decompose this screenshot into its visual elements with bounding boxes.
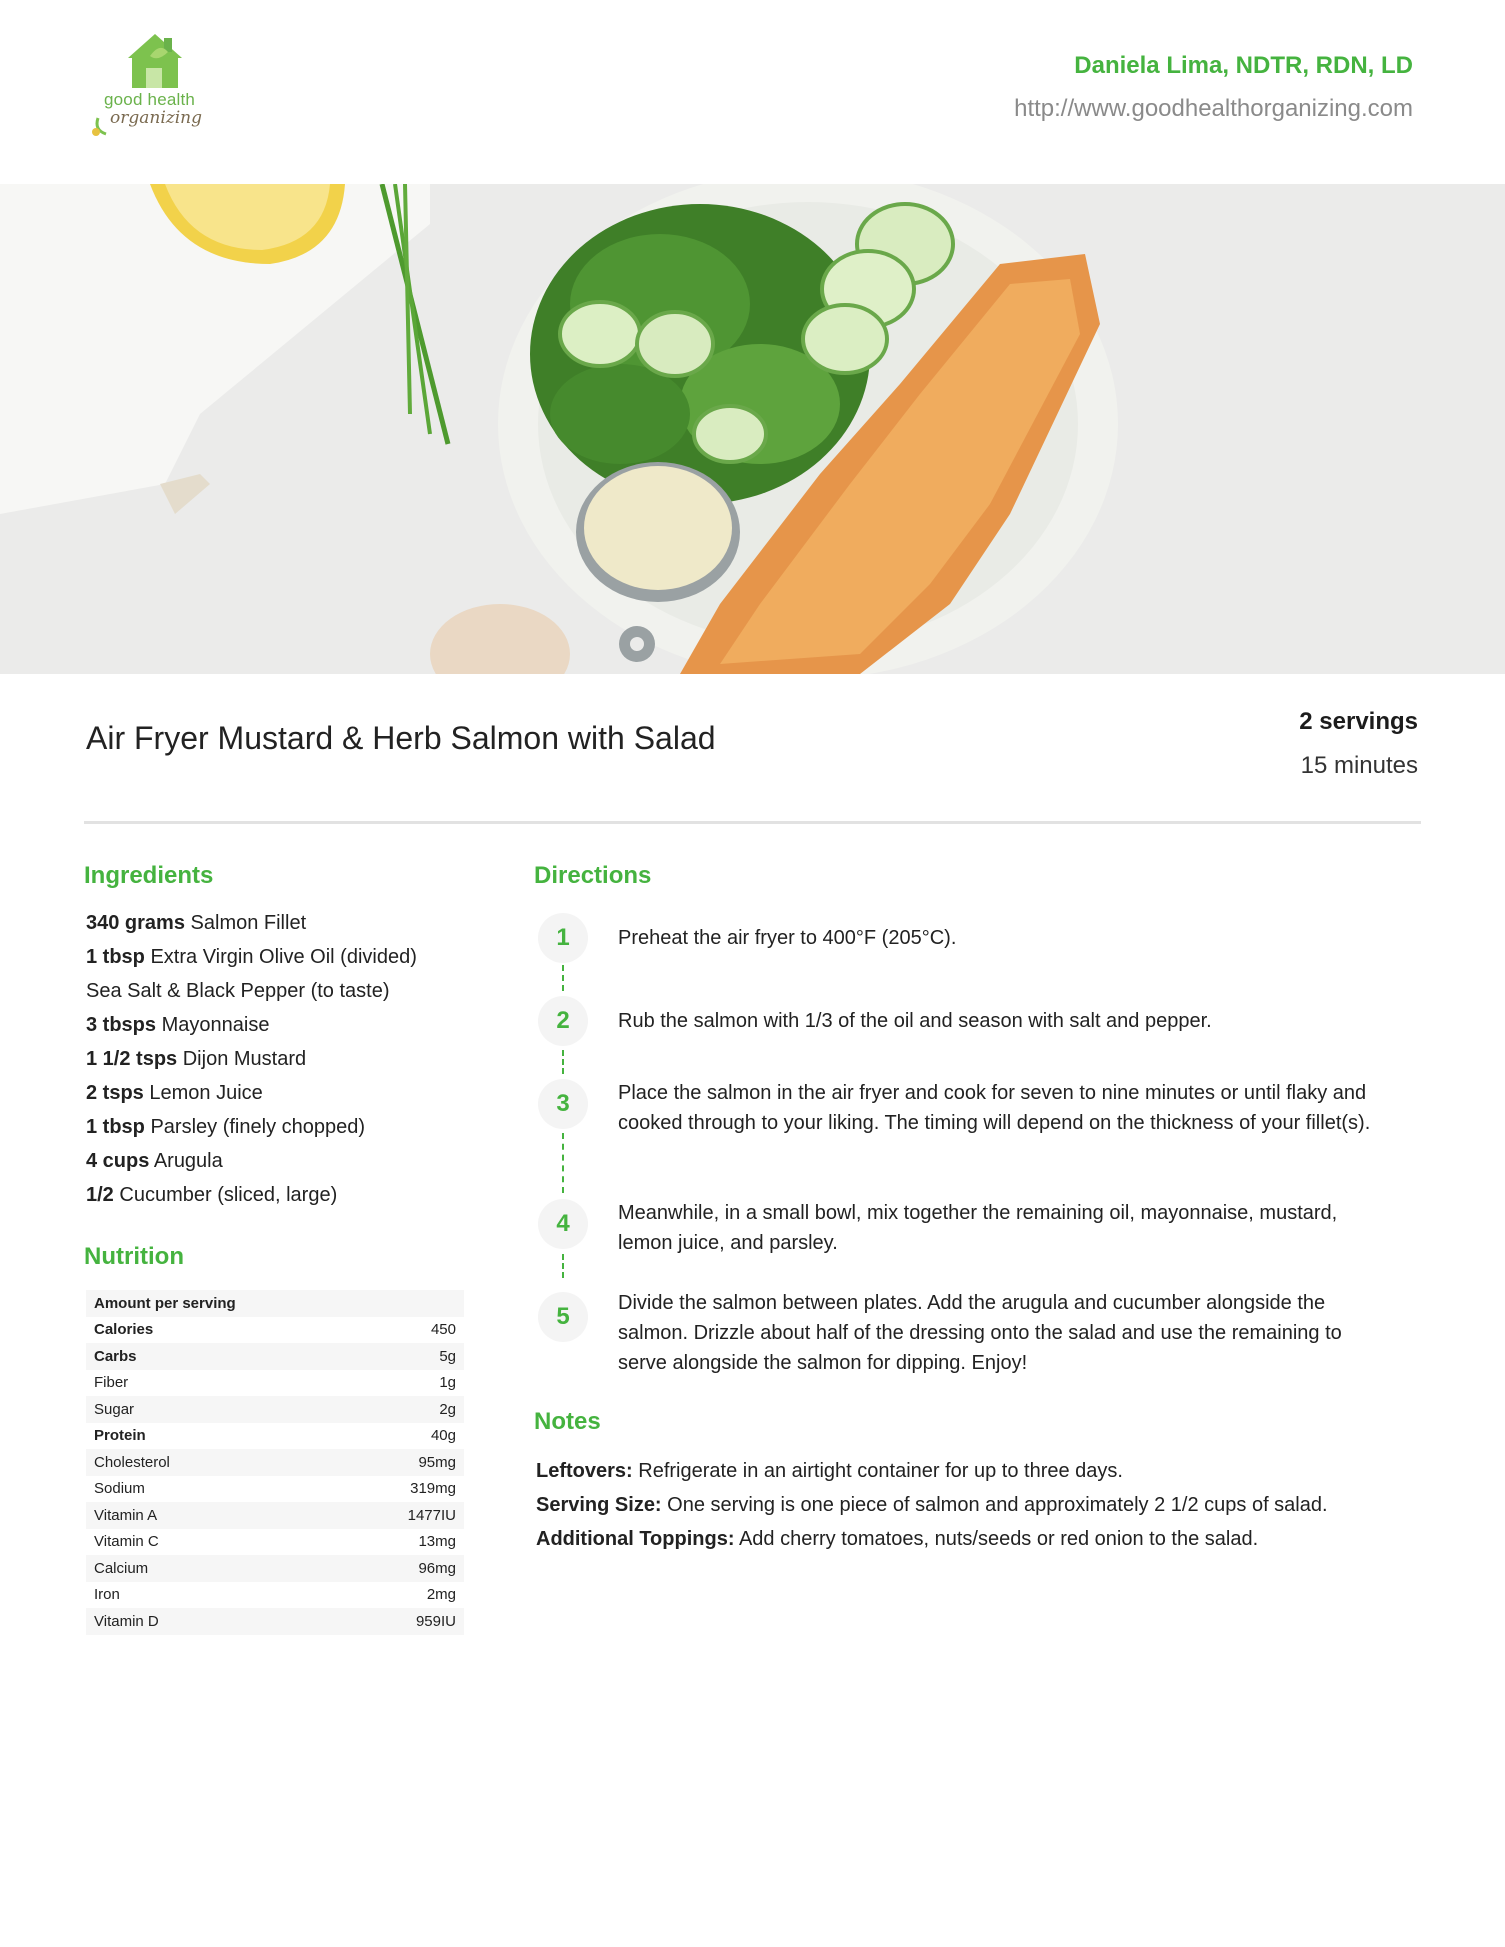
note-text: Add cherry tomatoes, nuts/seeds or red onion to the salad. [738, 1528, 1259, 1550]
table-row [86, 1290, 464, 1317]
ingredient-item [86, 912, 506, 946]
table-row [86, 1449, 464, 1476]
nutrient-label: Vitamin D [86, 1608, 308, 1635]
step-number: 2 [538, 996, 588, 1046]
note-label: Serving Size: [536, 1494, 662, 1516]
nutrient-value: 13mg [418, 1533, 456, 1551]
ingredient-item [86, 1116, 506, 1150]
section-divider [84, 821, 1421, 824]
nutrient-label: Protein [94, 1427, 146, 1445]
ingredient-item [86, 980, 506, 1014]
ingredient-quantity: 1 tbsp [86, 946, 145, 968]
step-text: Preheat the air fryer to 400°F (205°C). [618, 927, 957, 949]
ingredient-item [86, 1150, 506, 1184]
table-row [86, 1343, 464, 1370]
table-row [86, 1608, 464, 1635]
table-row [86, 1582, 464, 1609]
logo-text-primary: good health [104, 90, 196, 109]
logo-text-secondary: organizing [110, 108, 202, 128]
ingredient-name: Parsley (finely chopped) [150, 1116, 366, 1138]
step-connector [562, 1254, 564, 1278]
ingredient-quantity: 4 cups [86, 1150, 150, 1172]
step-text: Rub the salmon with 1/3 of the oil and season with salt and pepper. [618, 1010, 1212, 1032]
nutrient-label: Calories [94, 1321, 154, 1339]
ingredient-name: Lemon Juice [149, 1082, 263, 1104]
house-logo-icon [88, 28, 228, 148]
nutrient-label: Sodium [94, 1480, 145, 1498]
nutrient-value: 959IU [308, 1608, 464, 1635]
step-text: Meanwhile, in a small bowl, mix together the remaining oil, mayonnaise, mustard, lemon juice, and parsley. [618, 1202, 1338, 1254]
nutrient-label: Cholesterol [86, 1449, 308, 1476]
ingredient-name: Dijon Mustard [182, 1048, 307, 1070]
table-row [86, 1555, 464, 1582]
author-name: Daniela Lima, NDTR, RDN, LD [1074, 52, 1413, 79]
nutrient-label: Vitamin A [86, 1502, 308, 1529]
table-row [86, 1529, 464, 1556]
recipe-title: Air Fryer Mustard & Herb Salmon with Salad [86, 720, 716, 756]
note-text: Refrigerate in an airtight container for up to three days. [638, 1460, 1123, 1482]
nutrition-header: Amount per serving [86, 1290, 464, 1317]
ingredient-name: Cucumber (sliced, large) [119, 1184, 338, 1206]
note-label: Leftovers: [536, 1460, 633, 1482]
table-row [86, 1502, 464, 1529]
table-row [86, 1423, 464, 1450]
nutrient-value: 96mg [308, 1555, 464, 1582]
table-row [86, 1370, 464, 1397]
ingredient-quantity: 340 grams [86, 912, 185, 934]
ingredient-name: Extra Virgin Olive Oil (divided) [150, 946, 417, 968]
directions-heading: Directions [534, 862, 652, 889]
note-label: Additional Toppings: [536, 1528, 735, 1550]
step-connector [562, 965, 564, 991]
ingredient-name: Sea Salt & Black Pepper (to taste) [86, 980, 390, 1002]
ingredient-item [86, 1014, 506, 1048]
note-text: One serving is one piece of salmon and approximately 2 1/2 cups of salad. [667, 1494, 1328, 1516]
note-item [536, 1460, 1123, 1483]
ingredients-list [86, 912, 506, 1218]
nutrient-label: Iron [94, 1586, 120, 1604]
note-item [536, 1494, 1328, 1517]
nutrition-heading: Nutrition [84, 1243, 184, 1270]
step-text: Place the salmon in the air fryer and cook for seven to nine minutes or until flaky and cooked through to your liking. The timing will depend on the thickness of your fillet(s). [618, 1082, 1371, 1134]
note-item [536, 1528, 1258, 1551]
nutrient-value: 2g [308, 1396, 464, 1423]
ingredient-quantity: 3 tbsps [86, 1014, 157, 1036]
nutrient-label: Vitamin C [94, 1533, 159, 1551]
nutrient-label: Sugar [86, 1396, 308, 1423]
ingredient-quantity: 2 tsps [86, 1082, 144, 1104]
step-connector [562, 1133, 564, 1193]
nutrient-value: 95mg [308, 1449, 464, 1476]
nutrient-value: 1477IU [308, 1502, 464, 1529]
table-row [86, 1396, 464, 1423]
ingredient-item [86, 1082, 506, 1116]
servings-count: 2 servings [1299, 708, 1418, 735]
step-number: 3 [538, 1079, 588, 1129]
recipe-photo [0, 184, 1505, 674]
table-row [86, 1317, 464, 1344]
nutrient-value: 2mg [426, 1586, 456, 1604]
ingredients-heading: Ingredients [84, 862, 214, 889]
nutrient-value: 5g [308, 1343, 464, 1370]
step-connector [562, 1050, 564, 1074]
step-number: 4 [538, 1199, 588, 1249]
nutrient-label: Fiber [94, 1374, 129, 1392]
step-number: 5 [538, 1292, 588, 1342]
nutrition-table [86, 1290, 464, 1635]
ingredient-quantity: 1/2 [86, 1184, 114, 1206]
nutrient-label: Calcium [86, 1555, 308, 1582]
ingredient-item [86, 1184, 506, 1218]
notes-heading: Notes [534, 1408, 601, 1435]
nutrient-value: 450 [430, 1321, 456, 1339]
step-text: Divide the salmon between plates. Add the arugula and cucumber alongside the salmon. Drizzle about half of the dressing onto the salad and use the remaining to serve alongside the salmon for dipping. Enjoy! [618, 1292, 1342, 1374]
ingredient-quantity: 1 1/2 tsps [86, 1048, 178, 1070]
ingredient-name: Mayonnaise [161, 1014, 270, 1036]
ingredient-name: Salmon Fillet [190, 912, 307, 934]
table-row [86, 1476, 464, 1503]
ingredient-quantity: 1 tbsp [86, 1116, 145, 1138]
ingredient-item [86, 946, 506, 980]
total-time: 15 minutes [1300, 752, 1418, 779]
step-number: 1 [538, 913, 588, 963]
website-link[interactable]: http://www.goodhealthorganizing.com [1014, 95, 1413, 122]
logo [88, 28, 228, 148]
nutrient-value: 40g [430, 1427, 456, 1445]
nutrient-value: 319mg [410, 1480, 456, 1498]
ingredient-name: Arugula [153, 1150, 223, 1172]
nutrient-value: 1g [439, 1374, 456, 1392]
nutrient-label: Carbs [86, 1343, 308, 1370]
ingredient-item [86, 1048, 506, 1082]
